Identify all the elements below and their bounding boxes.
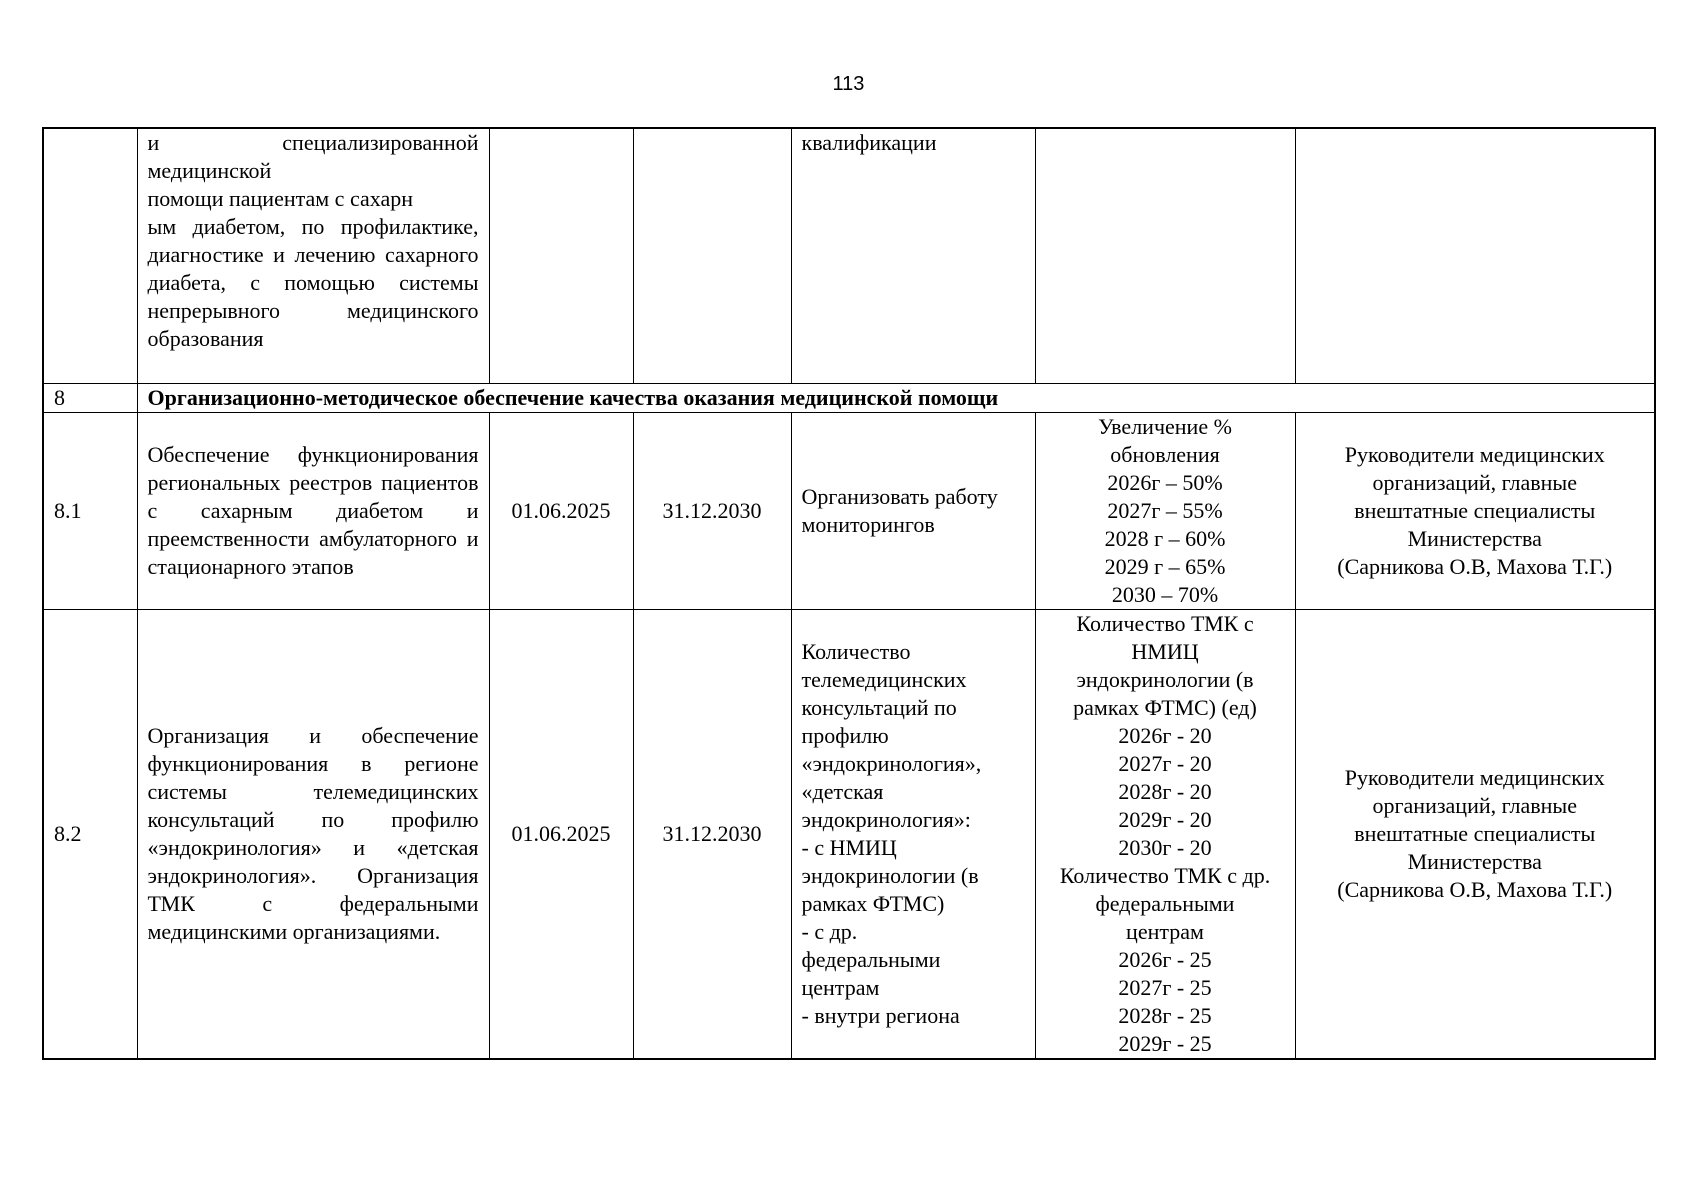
indicator-line: обновления bbox=[1110, 442, 1220, 467]
indicator-line: 2030г - 20 bbox=[1118, 835, 1212, 860]
responsible-line: Министерства bbox=[1407, 526, 1542, 551]
result-line: телемедицинских bbox=[801, 667, 967, 692]
indicator-line: эндокринологии (в bbox=[1076, 667, 1254, 692]
section-row bbox=[43, 384, 1655, 413]
table-row-continued bbox=[43, 128, 1655, 384]
indicator-line: 2028г - 25 bbox=[1118, 1003, 1212, 1028]
cell-num bbox=[43, 128, 137, 384]
section-title: Организационно-методическое обеспечение качества оказания медицинской помощи bbox=[137, 384, 1655, 413]
cell-indicator bbox=[1035, 128, 1295, 384]
measures-table bbox=[42, 127, 1656, 1060]
indicator-line: 2027г – 55% bbox=[1107, 498, 1223, 523]
indicator-line: 2030 – 70% bbox=[1111, 582, 1219, 607]
cell-end: 31.12.2030 bbox=[633, 413, 791, 610]
indicator-line: 2026г - 20 bbox=[1118, 723, 1212, 748]
responsible-line: (Сарникова О.В, Махова Т.Г.) bbox=[1337, 554, 1613, 579]
indicator-line: рамках ФТМС) (ед) bbox=[1073, 695, 1257, 720]
indicator-line: 2029г - 25 bbox=[1118, 1031, 1212, 1056]
result-line: рамках ФТМС) bbox=[801, 891, 945, 916]
indicator-line: Количество ТМК с др. bbox=[1059, 863, 1271, 888]
result-line: «детская bbox=[801, 779, 884, 804]
indicator-line: 2026г - 25 bbox=[1118, 947, 1212, 972]
cell-result: квалификации bbox=[791, 128, 1035, 384]
indicator-line: 2029 г – 65% bbox=[1104, 554, 1226, 579]
responsible-line: внештатные специалисты bbox=[1354, 821, 1596, 846]
indicator-line: Увеличение % bbox=[1098, 414, 1232, 439]
result-line: эндокринология»: bbox=[801, 807, 971, 832]
indicator-line: федеральными bbox=[1095, 891, 1235, 916]
cell-title-line: помощи пациентам с сахарн bbox=[147, 186, 413, 211]
cell-num: 8.2 bbox=[43, 610, 137, 1060]
result-line: эндокринологии (в bbox=[801, 863, 979, 888]
cell-result: Организовать работу мониторингов bbox=[791, 413, 1035, 610]
cell-indicator bbox=[1035, 610, 1295, 1060]
responsible-line: (Сарникова О.В, Махова Т.Г.) bbox=[1337, 877, 1613, 902]
cell-start bbox=[489, 128, 633, 384]
cell-title bbox=[137, 128, 489, 384]
result-line: - внутри региона bbox=[801, 1003, 960, 1028]
responsible-line: организаций, главные bbox=[1372, 470, 1577, 495]
indicator-line: 2027г - 25 bbox=[1118, 975, 1212, 1000]
indicator-line: Количество ТМК с bbox=[1076, 611, 1254, 636]
cell-end: 31.12.2030 bbox=[633, 610, 791, 1060]
cell-title: Обеспечение функционирования региональных реестров пациентов с сахарным диабетом и преемственности амбулаторного и стационарного этапов bbox=[137, 413, 489, 610]
cell-title: Организация и обеспечение функционирования в регионе системы телемедицинских консультаций по профилю «эндокринология» и «детская эндокринология». Организация ТМК с федеральными медицинскими организациями. bbox=[137, 610, 489, 1060]
responsible-line: организаций, главные bbox=[1372, 793, 1577, 818]
indicator-line: 2027г - 20 bbox=[1118, 751, 1212, 776]
indicator-line: 2028г - 20 bbox=[1118, 779, 1212, 804]
result-line: - с др. bbox=[801, 919, 858, 944]
cell-result bbox=[791, 610, 1035, 1060]
table-row-8-1 bbox=[43, 413, 1655, 610]
cell-responsible bbox=[1295, 610, 1655, 1060]
indicator-line: центрам bbox=[1126, 919, 1204, 944]
cell-start: 01.06.2025 bbox=[489, 610, 633, 1060]
cell-responsible bbox=[1295, 413, 1655, 610]
result-line: «эндокринология», bbox=[801, 751, 982, 776]
indicator-line: 2026г – 50% bbox=[1107, 470, 1223, 495]
cell-title-line: ым диабетом, по профилактике, диагностике и лечению сахарного диабета, с помощью системы непрерывного медицинского образования bbox=[147, 214, 479, 351]
table-row-8-2 bbox=[43, 610, 1655, 1060]
cell-end bbox=[633, 128, 791, 384]
indicator-line: 2028 г – 60% bbox=[1104, 526, 1226, 551]
responsible-line: Министерства bbox=[1407, 849, 1542, 874]
section-num: 8 bbox=[43, 384, 137, 413]
indicator-line: 2029г - 20 bbox=[1118, 807, 1212, 832]
result-line: - с НМИЦ bbox=[801, 835, 897, 860]
result-line: центрам bbox=[801, 975, 880, 1000]
cell-indicator bbox=[1035, 413, 1295, 610]
result-line: федеральными bbox=[801, 947, 941, 972]
cell-responsible bbox=[1295, 128, 1655, 384]
cell-num: 8.1 bbox=[43, 413, 137, 610]
result-line: профилю bbox=[801, 723, 889, 748]
result-line: консультаций по bbox=[801, 695, 957, 720]
result-line: Количество bbox=[801, 639, 911, 664]
responsible-line: Руководители медицинских bbox=[1344, 442, 1605, 467]
responsible-line: Руководители медицинских bbox=[1344, 765, 1605, 790]
cell-title-line: и специализированной медицинской bbox=[147, 130, 479, 183]
cell-start: 01.06.2025 bbox=[489, 413, 633, 610]
page-number: 113 bbox=[832, 73, 865, 95]
indicator-line: НМИЦ bbox=[1131, 639, 1199, 664]
responsible-line: внештатные специалисты bbox=[1354, 498, 1596, 523]
